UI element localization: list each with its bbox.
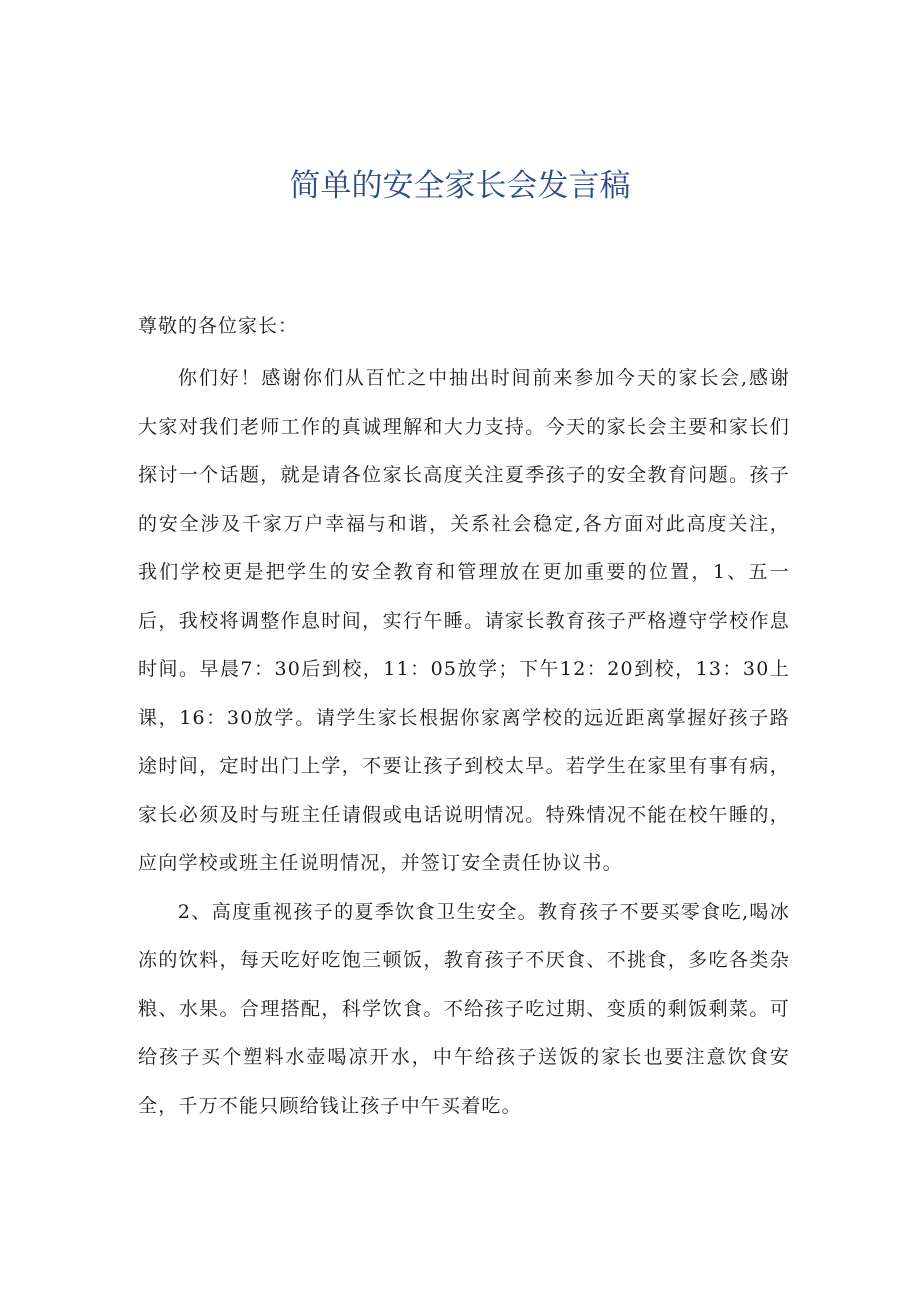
document-title: 简单的安全家长会发言稿 <box>289 168 631 204</box>
paragraph-2: 2、高度重视孩子的夏季饮食卫生安全。教育孩子不要买零食吃,喝冰冻的饮料，每天吃好吃饱三顿饭，教育孩子不厌食、不挑食，多吃各类杂粮、水果。合理搭配，科学饮食。不给孩子吃过期、变质的剩饭剩菜。可给孩子买个塑料水壶喝凉开水，中午给孩子送饭的家长也要注意饮食安全，千万不能只顾给钱让孩子中午买着吃。 <box>138 900 790 1117</box>
document-body <box>138 308 790 1130</box>
paragraph-1: 你们好！感谢你们从百忙之中抽出时间前来参加今天的家长会,感谢大家对我们老师工作的真诚理解和大力支持。今天的家长会主要和家长们探讨一个话题，就是请各位家长高度关注夏季孩子的安全教育问题。孩子的安全涉及千家万户幸福与和谐，关系社会稳定,各方面对此高度关注，我们学校更是把学生的安全教育和管理放在更加重要的位置，1、五一后，我校将调整作息时间，实行午睡。请家长教育孩子严格遵守学校作息时间。早晨7：30后到校，11：05放学；下午12：20到校，13：30上课，16：30放学。请学生家长根据你家离学校的远近距离掌握好孩子路途时间，定时出门上学，不要让孩子到校太早。若学生在家里有事有病，家长必须及时与班主任请假或电话说明情况。特殊情况不能在校午睡的，应向学校或班主任说明情况，并签订安全责任协议书。 <box>138 367 790 874</box>
salutation: 尊敬的各位家长： <box>138 315 299 337</box>
